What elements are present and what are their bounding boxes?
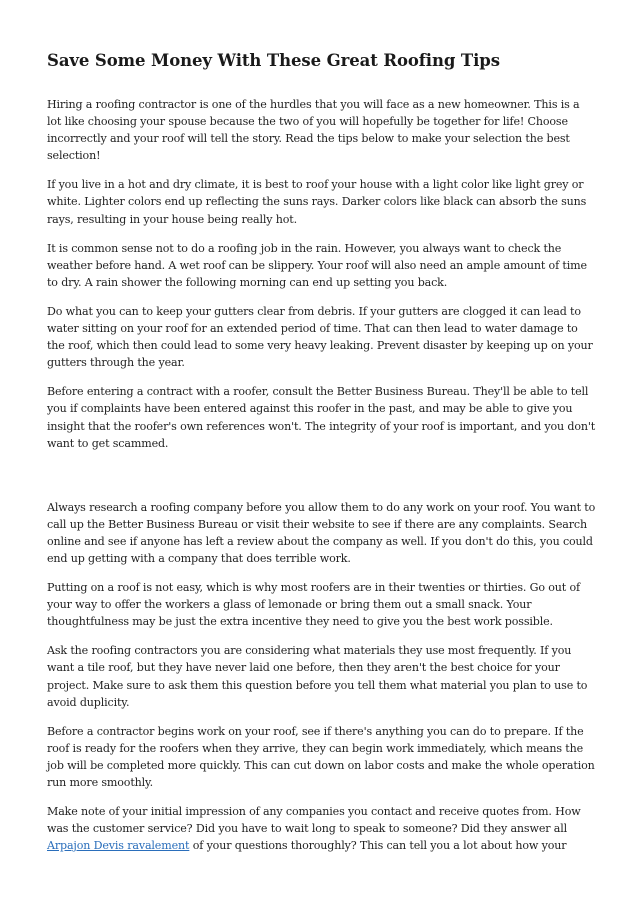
paragraph-10-text-before-link: Make note of your initial impression of any companies you contact and receive quotes from. How was the customer service? Did you have to wait long to speak to someone? Did they answer all <box>47 805 581 836</box>
arpajon-devis-ravalement-link[interactable]: Arpajon Devis ravalement <box>47 839 190 853</box>
paragraph-3: It is common sense not to do a roofing job in the rain. However, you always want to check the weather before hand. A wet roof can be slippery. Your roof will also need an ample amount of time to dry. A rain shower the following morning can end up setting you back. <box>47 241 587 289</box>
paragraph-7: Putting on a roof is not easy, which is why most roofers are in their twenties or thirties. Go out of your way to offer the workers a glass of lemonade or bring them out a small snack. Your thoughtfulness may be just the extra incentive they need to give you the best work possible. <box>47 581 580 629</box>
paragraph-10 <box>47 803 596 854</box>
document-page <box>47 50 596 866</box>
paragraph-5: Before entering a contract with a roofer, consult the Better Business Bureau. They'll be able to tell you if complaints have been entered against this roofer in the past, and may be able to give you insight that the roofer's own references won't. The integrity of your roof is important, and you don't want to get scammed. <box>47 385 596 450</box>
paragraph-9: Before a contractor begins work on your roof, see if there's anything you can do to prepare. If the roof is ready for the roofers when they arrive, they can begin work immediately, which means the job will be completed more quickly. This can cut down on labor costs and make the whole operation run more smoothly. <box>47 724 595 789</box>
paragraph-1: Hiring a roofing contractor is one of the hurdles that you will face as a new homeowner. This is a lot like choosing your spouse because the two of you will hopefully be together for life! Choose incorrectly and your roof will tell the story. Read the tips below to make your selection the best selection! <box>47 98 580 163</box>
paragraph-4: Do what you can to keep your gutters clear from debris. If your gutters are clogged it can lead to water sitting on your roof for an extended period of time. That can then lead to water damage to the roof, which then could lead to some very heavy leaking. Prevent disaster by keeping up on your gutters through the year. <box>47 304 593 370</box>
paragraph-10-text-after-link: of your questions thoroughly? This can tell you a lot about how your <box>189 839 567 853</box>
document-title: Save Some Money With These Great Roofing Tips <box>47 51 500 70</box>
paragraph-6: Always research a roofing company before you allow them to do any work on your roof. You want to call up the Better Business Bureau or visit their website to see if there are any complaints. Search online and see if anyone has left a review about the company as well. If you don't do this, you could end up getting with a company that does terrible work. <box>47 500 596 565</box>
paragraph-2: If you live in a hot and dry climate, it is best to roof your house with a light color like light grey or white. Lighter colors end up reflecting the suns rays. Darker colors like black can absorb the suns rays, resulting in your house being really hot. <box>47 178 587 226</box>
paragraph-8: Ask the roofing contractors you are considering what materials they use most frequently. If you want a tile roof, but they have never laid one before, then they aren't the best choice for your project. Make sure to ask them this question before you tell them what material you plan to use to avoid duplicity. <box>47 644 588 709</box>
